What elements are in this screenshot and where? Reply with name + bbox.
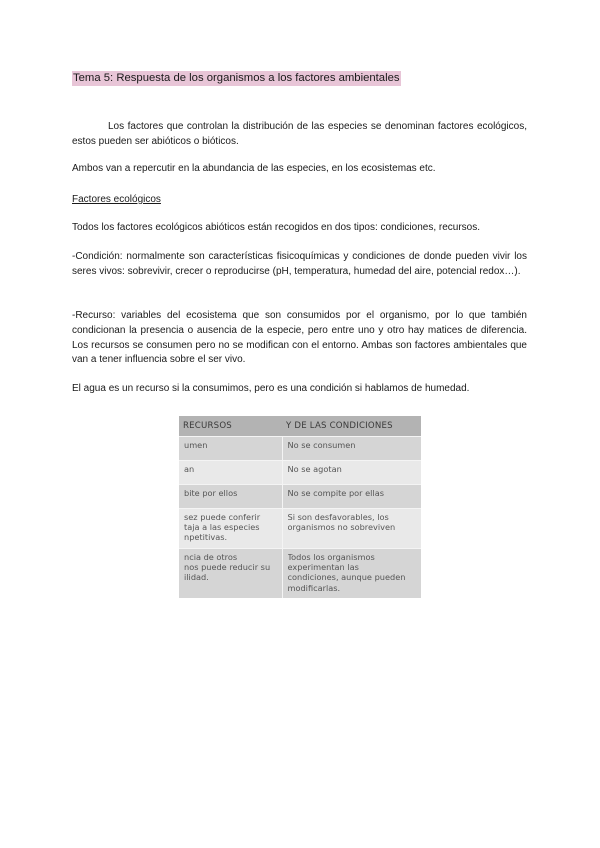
table-cell-recurso: ncia de otros nos puede reducir su ilidad. — [184, 552, 271, 583]
table-cell-condicion: No se compite por ellas — [287, 488, 384, 498]
comparison-table-image — [179, 416, 421, 598]
table-cell-recurso: umen — [184, 440, 208, 450]
paragraph-recurso: -Recurso: variables del ecosistema que son consumidos por el organismo, por lo que también condicionan la presencia o ausencia de la especie, pero entre uno y otro hay matices de diferencia. Los recursos se consumen pero no se modifican con el entorno. Ambas son factores ambientales que van a tener influencia sobre el ser vivo. — [72, 310, 527, 366]
table-cell-recurso: an — [184, 464, 195, 474]
table-row — [179, 549, 421, 599]
table-cell-condicion: No se agotan — [287, 464, 342, 474]
paragraph-condicion: -Condición: normalmente son características fisicoquímicas y condiciones de donde pueden vivir los seres vivos: sobrevivir, crecer o reproducirse (pH, temperatura, humedad del aire, potencial redox…). — [72, 251, 527, 277]
table-cell-recurso: bite por ellos — [184, 488, 238, 498]
document-title: Tema 5: Respuesta de los organismos a los factores ambientales — [73, 72, 400, 84]
paragraph-abundance: Ambos van a repercutir en la abundancia de las especies, en los ecosistemas etc. — [72, 163, 436, 174]
table-cell-recurso: sez puede conferir taja a las especies npetitivas. — [184, 512, 261, 543]
table-row — [179, 485, 421, 509]
table-header-condiciones: Y DE LAS CONDICIONES — [282, 416, 421, 437]
table-cell-condicion: Si son desfavorables, los organismos no sobreviven — [287, 512, 396, 533]
table-row — [179, 461, 421, 485]
section-heading: Factores ecológicos — [72, 194, 161, 205]
table-cell-condicion: Todos los organismos experimentan las condiciones, aunque pueden modificarlas. — [287, 552, 406, 593]
table-row — [179, 437, 421, 461]
paragraph-agua: El agua es un recurso si la consumimos, pero es una condición si hablamos de humedad. — [72, 383, 470, 394]
paragraph-intro: Los factores que controlan la distribución de las especies se denominan factores ecológicos, estos pueden ser abióticos o bióticos. — [72, 121, 527, 147]
table-row — [179, 509, 421, 549]
table-header-recursos: RECURSOS — [179, 416, 282, 437]
paragraph-types: Todos los factores ecológicos abióticos están recogidos en dos tipos: condiciones, recursos. — [72, 222, 481, 233]
table-header-row — [179, 416, 421, 437]
table-cell-condicion: No se consumen — [287, 440, 356, 450]
